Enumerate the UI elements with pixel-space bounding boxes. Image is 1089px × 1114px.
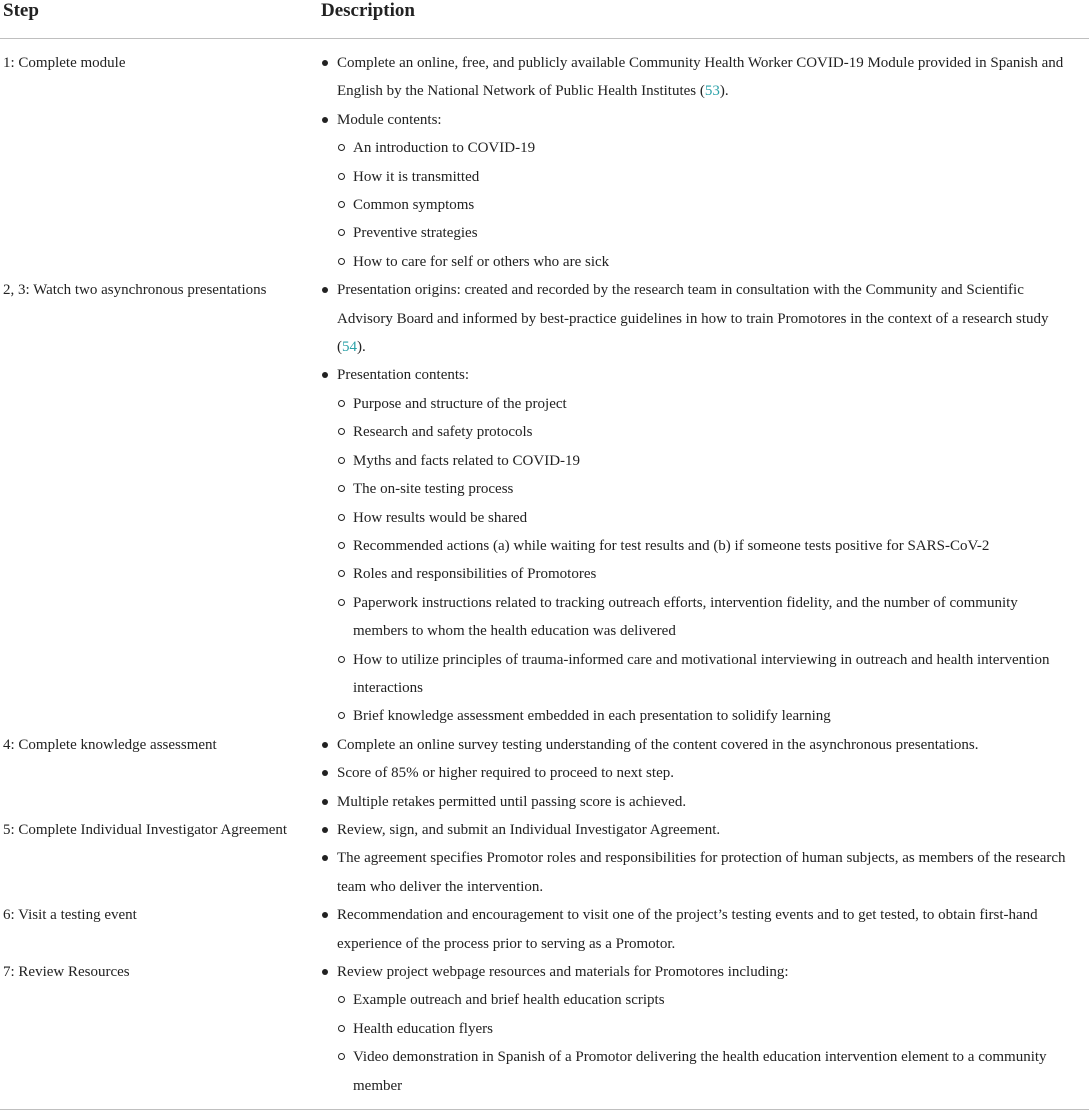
description-cell [321,49,1073,276]
sub-bullet-item [321,163,1073,191]
description-cell [321,901,1073,958]
step-cell: 1: Complete module [3,55,126,71]
item-text: Complete an online survey testing understanding of the content covered in the asynchronous presentations. [337,736,979,753]
item-text: Recommendation and encouragement to visit one of the project’s testing events and to get tested, to obtain first-hand experience of the process prior to serving as a Promotor. [337,907,1038,952]
item-text: How it is transmitted [353,168,480,185]
table-row [0,816,1089,901]
description-cell [321,958,1073,1100]
item-text: Example outreach and brief health education scripts [353,992,665,1009]
sub-bullet-item [321,418,1073,446]
item-text: Myths and facts related to COVID-19 [353,452,581,469]
table-row [0,276,1089,731]
sub-bullet-item [321,134,1073,162]
item-text: The on-site testing process [353,481,514,498]
item-text: Presentation contents: [337,367,470,384]
step-cell: 6: Visit a testing event [3,907,137,924]
bullet-item [321,958,1073,986]
item-text: Score of 85% or higher required to proceed to next step. [337,765,674,782]
bullet-item [321,731,1073,759]
item-text: Research and safety protocols [353,424,533,441]
bullet-item [321,49,1073,106]
step-cell: 2, 3: Watch two asynchronous presentations [3,282,267,299]
table-body [0,39,1089,1100]
item-text: Common symptoms [353,197,475,214]
item-text: Multiple retakes permitted until passing score is achieved. [337,793,687,810]
item-text: The agreement specifies Promotor roles and responsibilities for protection of human subjects, as members of the research team who deliver the intervention. [337,850,1066,895]
table-bottom-rule [0,1109,1089,1110]
bullet-item [321,816,1073,844]
item-text: Health education flyers [353,1020,493,1037]
sub-bullet-item [321,589,1073,646]
description-cell [321,276,1073,731]
item-text: ). [719,83,729,100]
column-header-step: Step [3,0,39,21]
item-text: Roles and responsibilities of Promotores [353,566,597,583]
item-text: Brief knowledge assessment embedded in each presentation to solidify learning [353,708,831,725]
table-header [0,0,1089,39]
bullet-item [321,788,1073,816]
sub-bullet-item [321,1015,1073,1043]
item-text: An introduction to COVID-19 [353,140,536,157]
sub-bullet-item [321,390,1073,418]
table-row [0,901,1089,958]
sub-bullet-item [321,475,1073,503]
item-text: How results would be shared [353,509,528,526]
reference-link[interactable]: 54 [342,339,357,356]
item-text: ). [357,339,366,356]
item-text: Paperwork instructions related to tracking outreach efforts, intervention fidelity, and the number of community members to whom the health education was delivered [353,594,1018,640]
item-text: Purpose and structure of the project [353,395,567,412]
bullet-item [321,361,1073,389]
table-row [0,731,1089,816]
table-row [0,49,1089,276]
sub-bullet-item [321,219,1073,247]
item-text: Module contents: [337,111,442,128]
step-cell: 7: Review Resources [3,964,130,980]
sub-bullet-item [321,646,1073,703]
table-row [0,958,1089,1100]
item-text: Review, sign, and submit an Individual Investigator Agreement. [337,821,721,838]
item-text: Presentation origins: created and recorded by the research team in consultation with the Community and Scientific Advisory Board and informed by best-practice guidelines in how to train Promotores in the context of a research study ( [337,282,1049,356]
bullet-item [321,106,1073,134]
step-cell: 4: Complete knowledge assessment [3,736,217,753]
sub-bullet-item [321,248,1073,276]
sub-bullet-item [321,702,1073,730]
column-header-description: Description [321,0,415,21]
item-text: Review project webpage resources and materials for Promotores including: [337,964,789,980]
bullet-item [321,844,1073,901]
bullet-item [321,759,1073,787]
bullet-item [321,276,1073,361]
step-cell: 5: Complete Individual Investigator Agreement [3,821,288,838]
description-cell [321,731,1073,816]
reference-link[interactable]: 53 [704,83,720,100]
description-cell [321,816,1073,901]
sub-bullet-item [321,532,1073,560]
item-text: Video demonstration in Spanish of a Promotor delivering the health education intervention element to a community member [353,1049,1047,1094]
item-text: Recommended actions (a) while waiting for test results and (b) if someone tests positive for SARS-CoV-2 [353,537,990,554]
bullet-item [321,901,1073,958]
sub-bullet-item [321,986,1073,1014]
sub-bullet-item [321,560,1073,588]
sub-bullet-item [321,191,1073,219]
sub-bullet-item [321,504,1073,532]
sub-bullet-item [321,1043,1073,1100]
item-text: How to care for self or others who are sick [353,253,610,270]
item-text: Complete an online, free, and publicly available Community Health Worker COVID-19 Module provided in Spanish and English by the National Network of Public Health Institutes ( [337,55,1064,100]
item-text: How to utilize principles of trauma-informed care and motivational interviewing in outreach and health intervention interactions [353,651,1050,696]
item-text: Preventive strategies [353,225,478,242]
sub-bullet-item [321,447,1073,475]
